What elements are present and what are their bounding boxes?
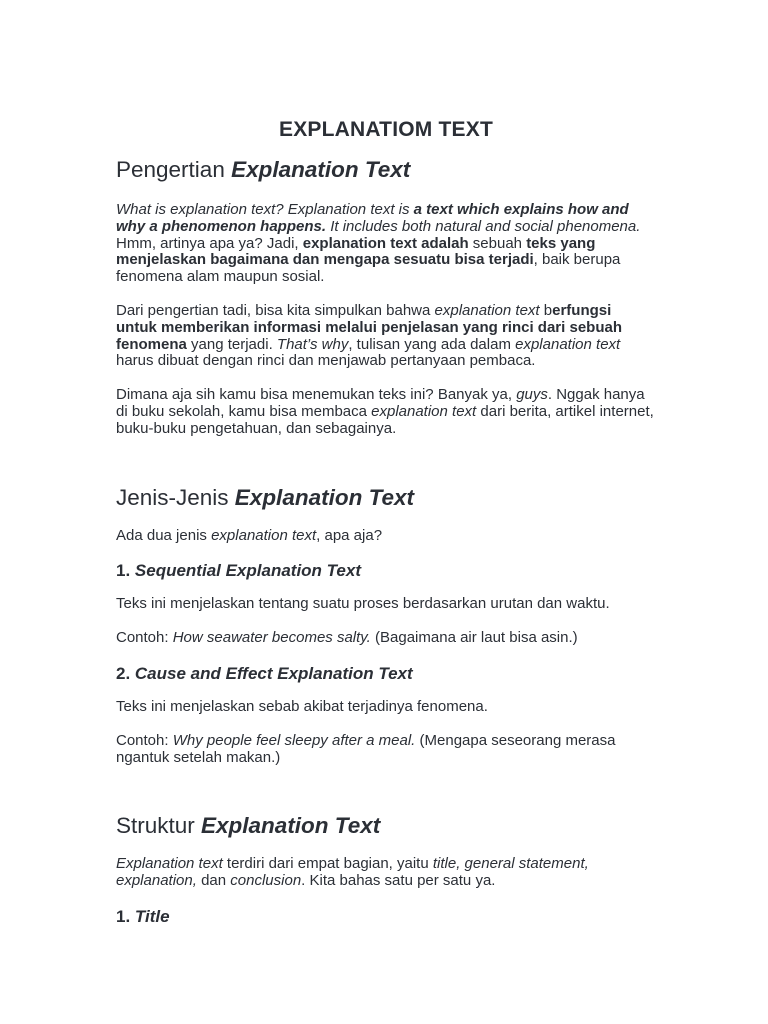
heading-emphasis: Explanation Text [234,484,414,510]
heading-text: Jenis-Jenis [116,484,235,510]
text: (Bagaimana air laut bisa asin.) [370,629,578,647]
heading-emphasis: Explanation Text [201,813,381,839]
text: . Nggak hanya di buku sekolah, kamu bisa membaca [116,386,645,420]
section-heading-pengertian [116,156,656,184]
text: , baik berupa fenomena alam maupun sosial. [116,251,621,286]
text-italic: Explanation text [116,855,223,873]
subheading-cause-effect [116,663,656,685]
document-title: EXPLANATIOM TEXT [279,118,493,141]
paragraph-cause-effect-example [116,733,656,767]
section-heading-jenis [116,484,656,512]
subheading-emphasis: Cause and Effect Explanation Text [134,663,413,683]
text-italic: conclusion [230,872,302,890]
text-italic: guys [516,386,548,404]
text: sebuah [468,234,527,252]
paragraph-types-intro [116,528,656,545]
paragraph-definition [116,202,656,286]
text-italic: How seawater becomes salty. [172,629,371,647]
text-italic: What is explanation text? Explanation text is [116,201,414,218]
subheading-emphasis: Title [134,906,170,926]
list-number: 2. [116,663,135,683]
document-content [116,116,656,928]
text: (Mengapa seseorang merasa ngantuk setelah makan.) [116,731,616,766]
text-bold: explanation text adalah [302,234,469,252]
paragraph-sequential-example [116,630,656,647]
paragraph-sequential-desc: Teks ini menjelaskan tentang suatu proses berdasarkan urutan dan waktu. [116,595,610,613]
paragraph-function [116,303,656,370]
list-number: 1. [116,561,135,581]
paragraph-structure-intro [116,856,656,890]
section-heading-struktur [116,812,656,840]
heading-emphasis: Explanation Text [231,157,411,182]
text-italic: explanation text [434,301,540,319]
text: yang terjadi. [186,335,277,353]
text-italic: That’s why [276,335,349,353]
text: Ada dua jenis [116,526,212,544]
text-bold-italic: a text which explains how and why a phenomenon happens. [116,201,629,235]
text: Dari pengertian tadi, bisa kita simpulkan bahwa [116,301,435,319]
text-italic: explanation text [515,335,621,353]
text: Contoh: [116,629,173,647]
text-italic: explanation text [211,526,317,544]
heading-text: Struktur [116,813,202,839]
text: terdiri dari empat bagian, yaitu [222,855,433,873]
text-italic: explanation text [371,402,477,420]
subheading-emphasis: Sequential Explanation Text [134,561,361,581]
text: Hmm, artinya apa ya? Jadi, [116,234,303,252]
text: . Kita bahas satu per satu ya. [301,872,496,890]
paragraph-where-to-find [116,387,656,437]
text: Contoh: [116,731,173,749]
list-number: 1. [116,906,135,926]
text: , tulisan yang ada dalam [348,335,516,353]
paragraph-cause-effect-desc: Teks ini menjelaskan sebab akibat terjadinya fenomena. [116,697,488,715]
text-italic: title, general statement, explanation, [116,855,589,890]
text-italic: It includes both natural and social phenomena. [326,217,641,235]
text-bold: teks yang menjelaskan bagaimana dan mengapa sesuatu bisa terjadi [116,234,596,269]
subheading-title [116,906,656,928]
text: dari berita, artikel internet, buku-buku pengetahuan, dan sebagainya. [116,402,654,437]
text-italic: Why people feel sleepy after a meal. [172,731,416,749]
text: , apa aja? [316,526,383,544]
text: harus dibuat dengan rinci dan menjawab pertanyaan pembaca. [116,352,536,370]
text: b [539,301,553,319]
text: Dimana aja sih kamu bisa menemukan teks ini? Banyak ya, [116,386,517,404]
heading-text: Pengertian [116,157,232,182]
subheading-sequential [116,560,656,582]
text: dan [196,872,231,890]
text-bold: erfungsi untuk memberikan informasi melalui penjelasan yang rinci dari sebuah fenomena [116,301,622,353]
